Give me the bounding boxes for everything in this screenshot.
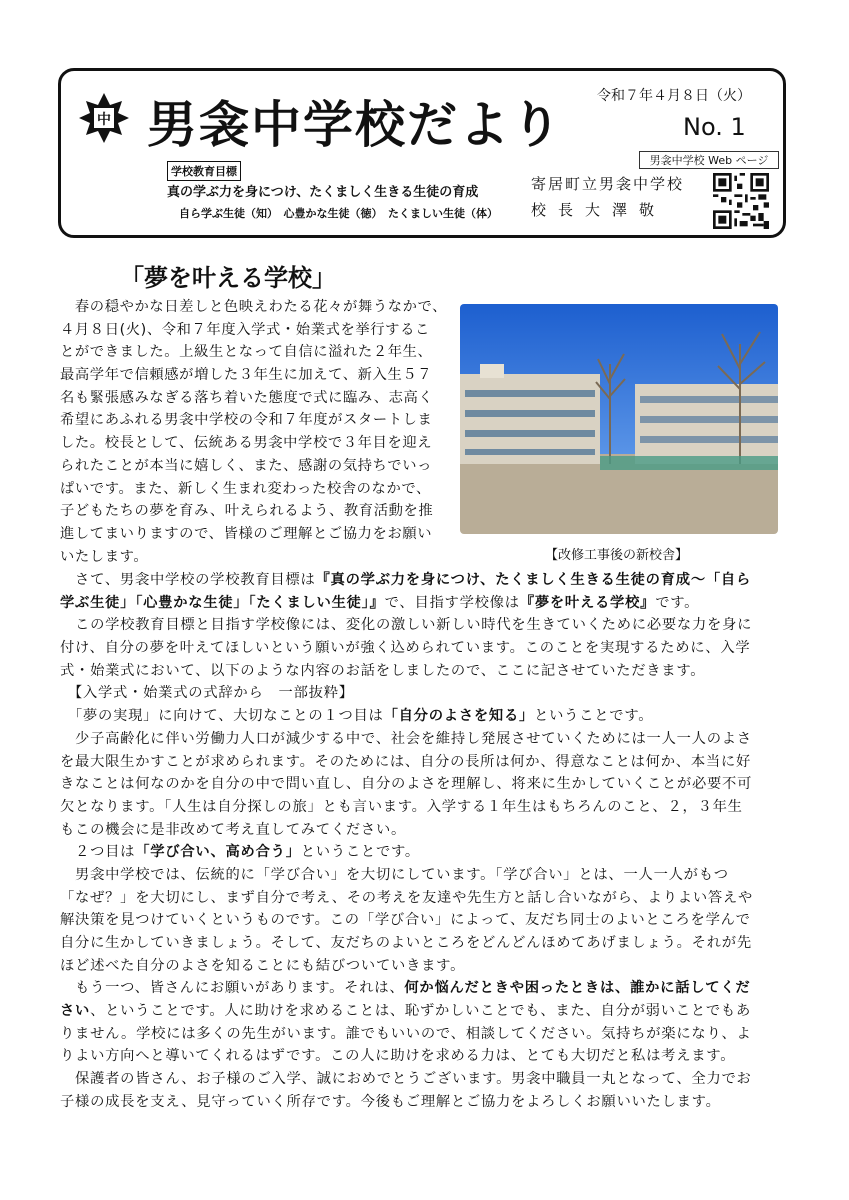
text-segment: りよい方向へと導いてくれるはずです。この人に助けを求める力は、とても大切だと私は考えます。 [60,1048,736,1065]
text-segment: ということです。 [300,844,420,861]
text-segment: 、ということです。人に助けを求めることは、恥ずかしいことでも、また、自分が弱いことでもあ [90,1003,752,1020]
text-line [60,1000,753,1023]
text-line [60,977,753,1000]
school-goal: 真の学ぶ力を身につけ、たくましく生きる生徒の育成 [167,185,479,200]
text-segment: 付け、自分の夢を叶えてほしいという願いが強く込められています。このことを実現するために、入学 [60,640,751,657]
text-line [60,1068,753,1091]
photo-caption: 【改修工事後の新校舎】 [545,548,689,563]
text-segment: 式・始業式において、以下のような内容のお話をしましたので、ここに記させていただきます。 [60,662,706,679]
text-line [60,932,753,955]
text-segment: 保護者の皆さん、お子様のご入学、誠におめでとうございます。男衾中職員一丸となって、全力でお [60,1071,752,1088]
text-line [60,887,753,910]
text-line: 進してまいりますので、皆様のご理解とご協力をお願い [60,525,433,542]
text-line [60,1023,753,1046]
text-line [60,569,753,592]
text-line [60,728,753,751]
school-goal-details: 自ら学ぶ生徒（知） 心豊かな生徒（徳） たくましい生徒（体） [179,207,498,220]
text-segment: 男衾中学校では、伝統的に「学び合い」を大切にしています。「学び合い」とは、一人一人がもつ [60,866,729,883]
text-segment: 自分に生かしていきましょう。そして、友だちのよいところをどんどんほめてあげましょう。それが先 [60,935,752,951]
text-line [60,614,753,637]
text-line: ぱいです。また、新しく生まれ変わった校舎のなかで、 [60,480,431,497]
text-segment: もう一つ、皆さんにお願いがあります。それは、 [60,980,405,997]
text-line [60,705,753,728]
web-page-label[interactable]: 男衾中学校 Web ページ [639,151,779,169]
goal-tag: 学校教育目標 [167,161,241,181]
text-line [60,1045,753,1068]
text-line: した。校長として、伝統ある男衾中学校で３年目を迎え [60,435,433,452]
text-line: 春の穏やかな日差しと色映えわたる花々が舞うなかで、 [60,299,448,315]
qr-code-icon[interactable] [713,173,769,229]
text-segment: ほど述べた自分のよさを知ることにも結びついていきます。 [60,957,466,974]
emphasis-text: 何か悩んだときや困ったときは、誰かに話してくだ [404,980,751,997]
text-line [60,1091,753,1114]
text-line [60,682,753,705]
text-line: とができました。上級生となって自信に溢れた２年生、 [60,344,433,361]
emphasis-text: 「学び合い、高め合う」 [135,844,301,861]
text-line [60,773,753,796]
emphasis-text: さい [60,1003,91,1020]
text-segment: 欠となります。「人生は自分探しの旅」とも言います。入学する１年生はもちろんのこと、２，３年生 [60,798,743,815]
text-segment: です。 [655,594,700,611]
text-line: いたします。 [60,548,149,565]
svg-text:中: 中 [97,112,111,128]
text-segment: 「夢の実現」に向けて、大切なことの１つ目は [60,708,384,725]
emphasis-text: 「自分のよさを知る」 [383,708,535,725]
text-segment: を最大限生かすことが求められます。そのためには、自分の長所は何か、得意なことは何か、本当に好 [60,753,752,770]
text-segment: きなことは何なのかを自分の中で問い直し、自分のよさを理解し、将来に生かしていくことが必要不可 [60,776,753,793]
article-heading: 「夢を叶える学校」 [120,264,336,292]
school-building-photo [460,304,778,534]
text-segment: ２つ目は [60,844,136,861]
text-segment: 【入学式・始業式の式辞から 一部抜粋】 [60,685,354,702]
text-line [60,637,753,660]
text-segment: 子様の成長を支え、見守っていく所存です。今後もご理解とご協力をよろしくお願いいたします。 [60,1093,721,1110]
intro-paragraph [60,296,447,568]
school-emblem-icon [77,91,131,145]
issue-number: No. 1 [683,113,746,141]
emphasis-text: 『真の学ぶ力を身につけ、たくましく生きる生徒の育成～「自ら [315,572,752,588]
emphasis-text: 学ぶ生徒」「心豊かな生徒」「たくましい生徒」』 [60,594,385,611]
main-paragraphs [60,569,753,1114]
text-line: 子どもたちの夢を育み、叶えられるよう、教育活動を推 [60,503,434,520]
text-line [60,841,753,864]
text-segment: 「なぜ？」を大切にし、まず自分で考え、その考えを友達や先生方と話し合いながら、よりよい答えや [60,889,754,906]
text-line [60,819,753,842]
emphasis-text: 『夢を叶える学校』 [519,594,656,611]
text-segment: りません。学校には多くの先生がいます。誰でもいいので、相談してください。気持ちが楽になり、よ [60,1025,752,1042]
text-line: 最高学年で信頼感が増した３年生に加えて、新入生５７ [60,367,433,384]
text-line: 名も緊張感みなぎる落ち着いた態度で式に臨み、志高く [60,389,434,406]
text-line: られたことが本当に嬉しく、また、感謝の気持ちでいっ [60,457,432,474]
text-line: ４月８日(火)、令和７年度入学式・始業式を挙行するこ [60,321,430,338]
text-segment: この学校教育目標と目指す学校像には、変化の激しい新しい時代を生きていくために必要な力を身に [60,617,753,634]
text-line [60,592,753,615]
text-segment: さて、男衾中学校の学校教育目標は [60,572,316,588]
text-line [60,864,753,887]
text-segment: もこの機会に是非改めて考え直してみてください。 [60,821,407,838]
text-segment: 解決策を見つけていくというものです。この「学び合い」によって、友だち同士のよいところを学んで [60,912,751,929]
text-line [60,660,753,683]
text-line [60,909,753,932]
text-segment: 少子高齢化に伴い労働力人口が減少する中で、社会を維持し発展させていくためには一人一人のよさ [60,730,752,747]
text-line [60,955,753,978]
text-segment: で、目指す学校像は [384,594,520,611]
text-line [60,751,753,774]
school-name: 寄居町立男衾中学校 [531,175,685,193]
header-box [58,68,786,238]
principal-name: 校長大澤敬 [531,201,667,219]
text-segment: ということです。 [534,708,654,725]
text-line [60,796,753,819]
newsletter-title: 男衾中学校だより [147,95,563,154]
text-line: 希望にあふれる男衾中学校の令和７年度がスタートしま [60,412,433,429]
issue-date: 令和７年４月８日（火） [597,88,751,104]
